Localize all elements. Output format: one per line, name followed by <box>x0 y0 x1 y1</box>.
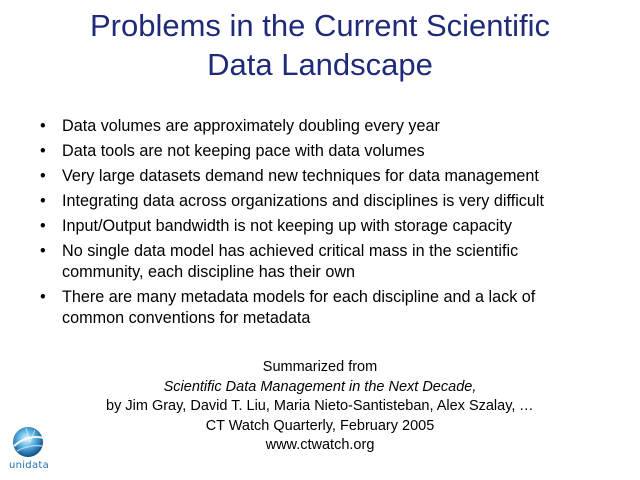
unidata-globe-icon <box>4 424 54 462</box>
bullet-item <box>40 141 630 162</box>
bullet-text: Input/Output bandwidth is not keeping up with storage capacity <box>62 217 512 235</box>
citation-authors-names: by Jim Gray, David T. Liu, Maria Nieto-Santisteban, Alex Szalay, <box>106 398 516 414</box>
bullet-item <box>40 287 630 329</box>
citation-article-title: Scientific Data Management in the Next Decade, <box>163 378 477 395</box>
unidata-logo <box>4 424 54 474</box>
bullet-dot: • <box>40 217 46 235</box>
slide-title <box>20 6 620 84</box>
bullet-dot: • <box>40 167 46 185</box>
title-line-1: Problems in the Current Scientific <box>89 8 551 43</box>
citation <box>40 358 600 456</box>
bullet-text-continued: community, each discipline has their own <box>62 263 356 281</box>
bullet-text-continued: common conventions for metadata <box>62 309 311 327</box>
bullet-text: Very large datasets demand new techniques for data management <box>62 167 539 185</box>
citation-ellipsis: … <box>519 398 534 414</box>
bullet-dot: • <box>40 142 46 160</box>
bullet-dot: • <box>40 192 46 210</box>
bullet-dot: • <box>40 117 46 135</box>
bullet-item <box>40 241 630 283</box>
bullet-list <box>40 116 630 333</box>
citation-website: www.ctwatch.org <box>265 437 375 453</box>
bullet-item <box>40 191 630 212</box>
title-line-2: Data Landscape <box>207 47 433 82</box>
bullet-dot: • <box>40 242 46 260</box>
bullet-text: Data volumes are approximately doubling every year <box>62 117 440 135</box>
bullet-text: Data tools are not keeping pace with data volumes <box>62 142 425 160</box>
citation-intro: Summarized from <box>262 359 378 375</box>
bullet-text: There are many metadata models for each discipline and a lack of <box>62 288 536 306</box>
bullet-text: Integrating data across organizations and disciplines is very difficult <box>62 192 544 210</box>
bullet-text: No single data model has achieved critical mass in the scientific <box>62 242 519 260</box>
bullet-item <box>40 216 630 237</box>
unidata-logo-text: unidata <box>8 460 50 471</box>
bullet-dot: • <box>40 288 46 306</box>
bullet-item <box>40 116 630 137</box>
bullet-item <box>40 166 630 187</box>
citation-authors <box>40 397 600 417</box>
citation-publication: CT Watch Quarterly, February 2005 <box>205 417 435 434</box>
